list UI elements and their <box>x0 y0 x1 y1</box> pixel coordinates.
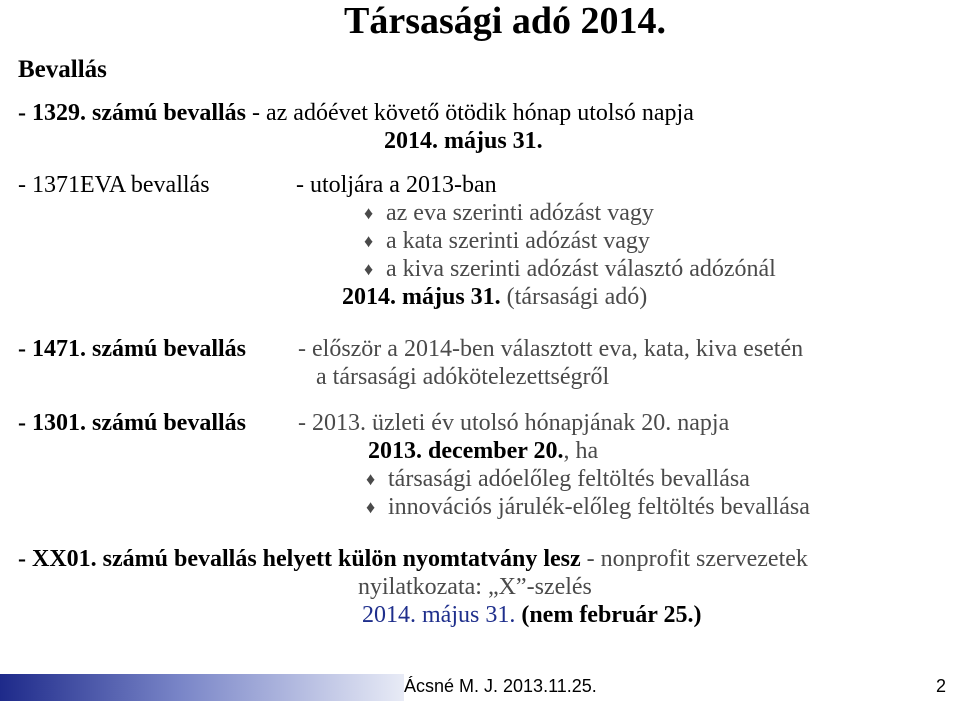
entry-xx01: - XX01. számú bevallás helyett külön nyomtatvány lesz - nonprofit szervezetek <box>18 546 808 572</box>
entry-1301-bullet-1: ♦ társasági adóelőleg feltöltés bevallása <box>366 466 750 492</box>
entry-1329-desc: - az adóévet követő ötödik hónap utolsó napja <box>246 100 694 126</box>
entry-1471-desc2: a társasági adókötelezettségről <box>316 364 610 390</box>
entry-1471-desc: - először a 2014-ben választott eva, kata, kiva esetén <box>298 336 804 362</box>
footer-author: Ácsné M. J. 2013.11.25. <box>404 676 597 696</box>
diamond-bullet-icon: ♦ <box>366 469 376 489</box>
footer-gradient-bar <box>0 674 404 701</box>
entry-1301-bullet-2: ♦ innovációs járulék-előleg feltöltés bevallása <box>366 494 810 520</box>
entry-xx01-date: 2014. május 31. (nem február 25.) <box>362 602 702 628</box>
entry-1329-code: - 1329. számú bevallás <box>18 100 246 126</box>
page-title: Társasági adó 2014. <box>344 0 666 42</box>
entry-1471 <box>18 336 246 362</box>
section-heading: Bevallás <box>18 56 107 83</box>
entry-1301-code: - 1301. számú bevallás <box>18 410 246 436</box>
diamond-bullet-icon: ♦ <box>364 259 374 279</box>
page-number: 2 <box>936 676 947 696</box>
entry-1371-bullet-3: ♦ a kiva szerinti adózást választó adózónál <box>364 256 776 282</box>
entry-1371-date: 2014. május 31. (társasági adó) <box>342 284 648 310</box>
entry-1371-desc: - utoljára a 2013-ban <box>296 172 497 198</box>
entry-1371-bullet-1: ♦ az eva szerinti adózást vagy <box>364 200 654 226</box>
entry-1329-date: 2014. május 31. <box>384 128 543 154</box>
entry-1301-date: 2013. december 20., ha <box>368 438 599 464</box>
entry-1371-code: - 1371EVA bevallás <box>18 172 210 198</box>
diamond-bullet-icon: ♦ <box>364 203 374 223</box>
diamond-bullet-icon: ♦ <box>366 497 376 517</box>
entry-1329 <box>18 100 694 126</box>
diamond-bullet-icon: ♦ <box>364 231 374 251</box>
entry-1471-code: - 1471. számú bevallás <box>18 336 246 362</box>
entry-1301-desc: - 2013. üzleti év utolsó hónapjának 20. napja <box>298 410 730 436</box>
entry-1371-bullet-2: ♦ a kata szerinti adózást vagy <box>364 228 650 254</box>
entry-xx01-line2: nyilatkozata: „X”-szelés <box>358 574 592 600</box>
